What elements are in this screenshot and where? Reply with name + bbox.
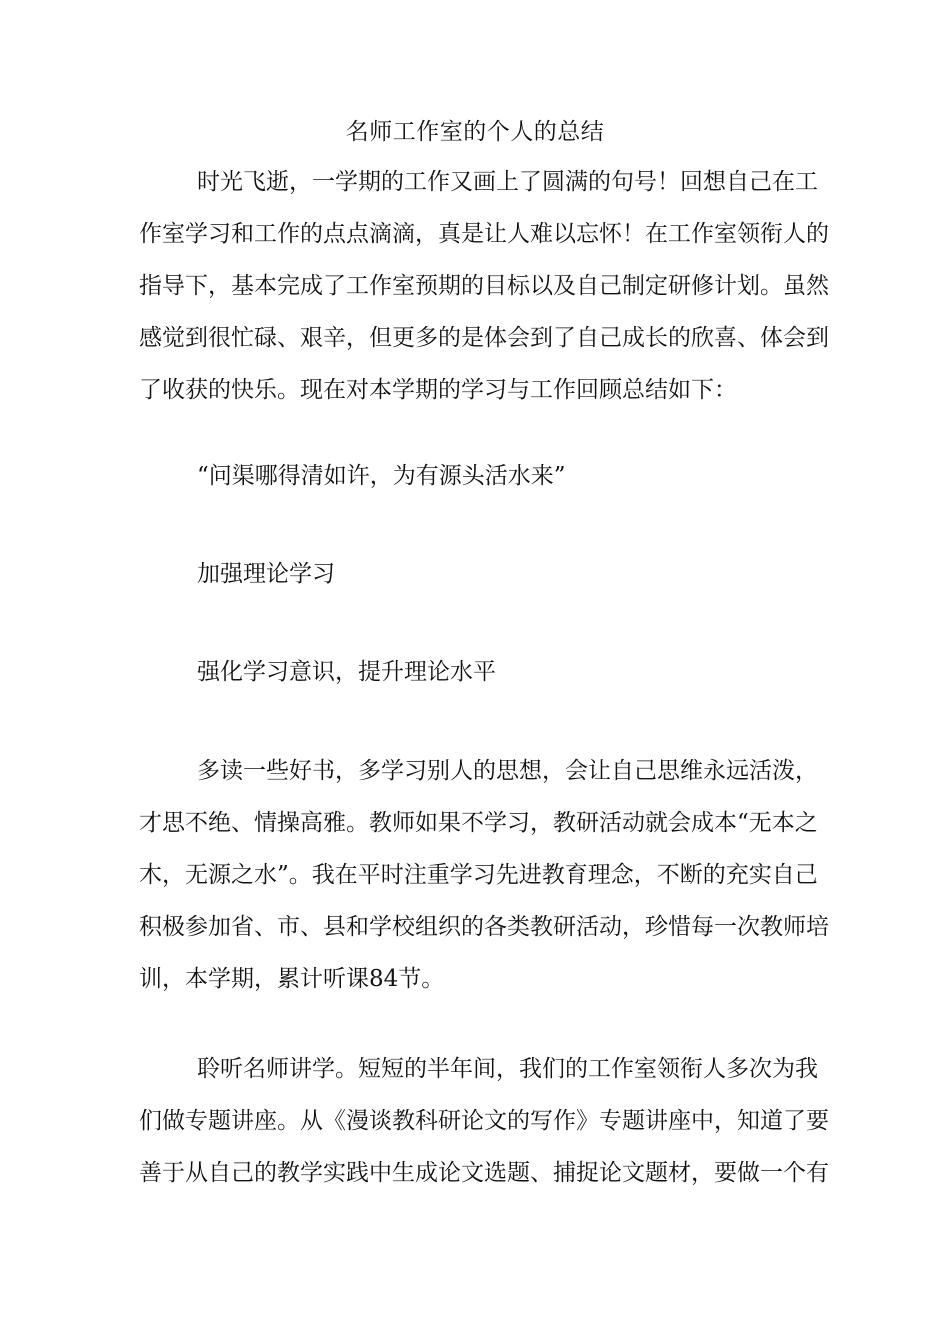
- paragraph-line: 木，无源之水”。我在平时注重学习先进教育理念，不断的充实自己: [139, 862, 818, 888]
- heading-line: 强化学习意识，提升理论水平: [197, 659, 496, 685]
- paragraph-line: 感觉到很忙碌、艰辛，但更多的是体会到了自己成长的欣喜、体会到: [139, 325, 829, 351]
- paragraph-lectures: [139, 1043, 829, 1199]
- paragraph-line: 善于从自己的教学实践中生成论文选题、捕捉论文题材，要做一个有: [139, 1160, 829, 1186]
- subsection-heading: [139, 646, 819, 698]
- paragraph-intro: [139, 156, 829, 416]
- paragraph-line: 才思不绝、情操高雅。教师如果不学习，教研活动就会成本“无本之: [139, 810, 818, 836]
- heading-line: “问渠哪得清如许，为有源头活水来”: [197, 463, 566, 489]
- heading-line: 加强理论学习: [197, 561, 335, 587]
- paragraph-line: 时光飞逝，一学期的工作又画上了圆满的句号！回想自己在工: [197, 169, 818, 195]
- paragraph-line: 指导下，基本完成了工作室预期的目标以及自己制定研修计划。虽然: [139, 273, 829, 299]
- paragraph-line: 多读一些好书，多学习别人的思想，会让自己思维永远活泼，: [197, 758, 818, 784]
- quote-heading: [139, 450, 819, 502]
- paragraph-reading: [139, 745, 829, 1005]
- paragraph-line: 了收获的快乐。现在对本学期的学习与工作回顾总结如下：: [139, 377, 737, 403]
- document-title: 名师工作室的个人的总结: [345, 119, 605, 145]
- section-heading: [139, 548, 819, 600]
- paragraph-line: 积极参加省、市、县和学校组织的各类教研活动，珍惜每一次教师培: [139, 914, 829, 940]
- paragraph-line: 训，本学期，累计听课84节。: [139, 966, 445, 992]
- paragraph-line: 作室学习和工作的点点滴滴，真是让人难以忘怀！在工作室领衔人的: [139, 221, 829, 247]
- paragraph-line: 们做专题讲座。从《漫谈教科研论文的写作》专题讲座中，知道了要: [139, 1108, 829, 1134]
- paragraph-line: 聆听名师讲学。短短的半年间，我们的工作室领衔人多次为我: [197, 1056, 818, 1082]
